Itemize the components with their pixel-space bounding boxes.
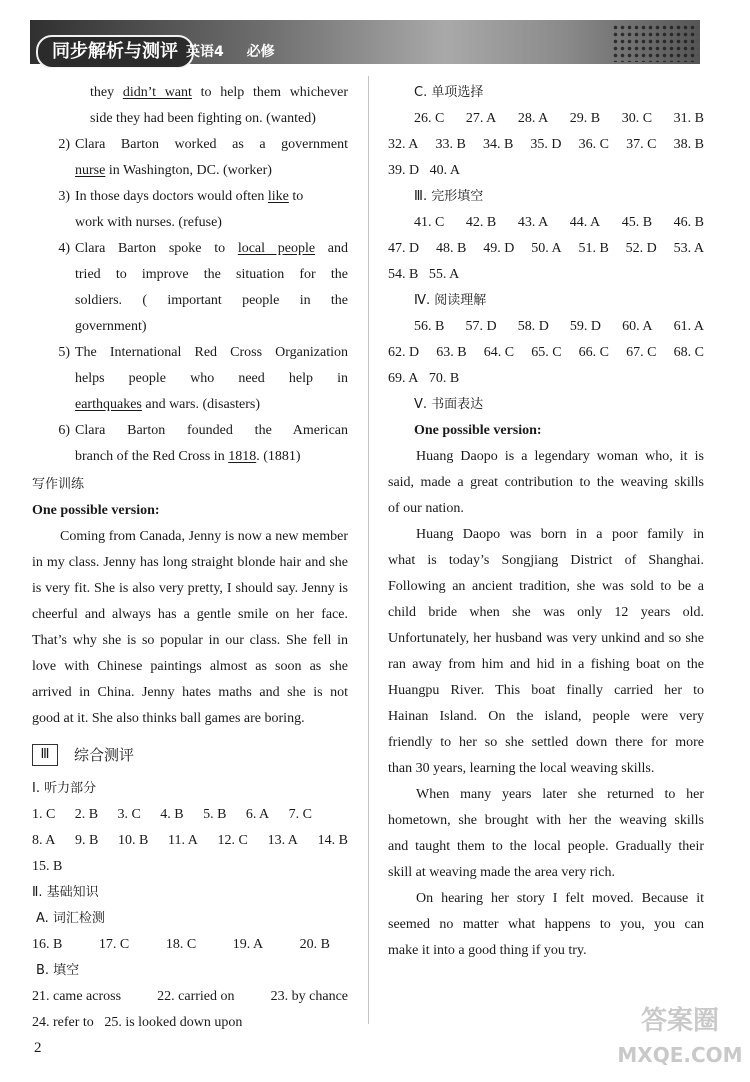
list-item: 6) Clara Barton founded the American branch of the Red Cross in 1818. (1881) bbox=[58, 423, 348, 464]
header-subtitle bbox=[186, 41, 293, 61]
series-title: 同步解析与测评 bbox=[36, 35, 194, 68]
answer-row: 54. B 55. A bbox=[388, 267, 460, 282]
answer-row: 16. B 17. C 18. C 19. A 20. B bbox=[32, 937, 330, 952]
left-column bbox=[32, 80, 348, 1036]
part-heading: Ⅱ. 基础知识 bbox=[32, 885, 99, 900]
answer-row: 8. A 9. B 10. B 11. A 12. C 13. A 14. B bbox=[32, 833, 348, 848]
answer-underline: 1818 bbox=[228, 449, 257, 464]
part-heading: C. 单项选择 bbox=[414, 85, 484, 100]
part-heading: Ⅰ. 听力部分 bbox=[32, 781, 97, 796]
essay-paragraph: On hearing her story I felt moved. Because it seemed no matter what happens to you, you can make it into a good thing if you try. bbox=[388, 891, 704, 958]
writing-heading: 写作训练 bbox=[32, 477, 85, 492]
answer-row: 47. D 48. B 49. D 50. A 51. B 52. D 53. A bbox=[388, 241, 704, 256]
watermark-logo: 答案圈 MXQE.COM bbox=[617, 1006, 743, 1067]
header-dot-pattern bbox=[612, 24, 698, 62]
answer-row: 62. D 63. B 64. C 65. C 66. C 67. C 68. C bbox=[388, 345, 704, 360]
answer-row: 39. D 40. A bbox=[388, 163, 460, 178]
answer-underline: local people bbox=[237, 241, 316, 256]
writing-version-label: One possible version: bbox=[32, 503, 160, 518]
continuation-block: they didn’t want to help them whichever side they had been fighting on. (wanted) bbox=[90, 85, 349, 126]
module-label: 必修 bbox=[246, 44, 275, 60]
sub-heading: A. 词汇检测 bbox=[36, 911, 105, 926]
sub-heading: B. 填空 bbox=[36, 963, 80, 978]
essay-paragraph: Huang Daopo was born in a poor family in what is today’s Songjiang District of Shanghai. Following an ancient tradition, she was sold to be a child bride when she was only 12 years old. Unfortunately, her husband was very unkind and so she ran away from him and hid in a fishing boat on the Huangpu River. This boat finally carried her to Hainan Island. On the island, people were very friendly to her so she settled down there for more than 30 years, learning the local weaving skills. bbox=[388, 527, 704, 776]
writing-text: Coming from Canada, Jenny is now a new member in my class. Jenny has long straight blonde hair and she is very fit. She is also very pretty, I should say. Jenny is cheerful and always has a gentle smile on her face. That’s why she is so popular in our class. She fell in love with Chinese paintings almost as soon as she arrived in China. Jenny hates maths and she is not good at it. She also thinks ball games are boring. bbox=[32, 529, 348, 726]
answer-row: 32. A 33. B 34. B 35. D 36. C 37. C 38. B bbox=[388, 137, 704, 152]
part-heading: Ⅴ. 书面表达 bbox=[414, 397, 484, 412]
page-number: 2 bbox=[34, 1040, 42, 1056]
essay-paragraph: Huang Daopo is a legendary woman who, it is said, made a great contribution to the weaving skills of our nation. bbox=[388, 449, 704, 516]
list-item: 4) Clara Barton spoke to local people and tried to improve the situation for the soldiers. ( important people in the government) bbox=[58, 241, 349, 334]
answer-underline: nurse bbox=[75, 163, 106, 178]
answer-row: 15. B bbox=[32, 859, 63, 874]
subject-label: 英语4 bbox=[186, 44, 224, 60]
answer-underline: didn’t want bbox=[122, 85, 192, 100]
section-title: 综合测评 bbox=[74, 746, 135, 764]
answer-underline: like bbox=[267, 189, 289, 204]
writing-version-label: One possible version: bbox=[414, 423, 542, 438]
answer-row: 24. refer to 25. is looked down upon bbox=[32, 1015, 243, 1030]
answer-underline: earthquakes bbox=[75, 397, 142, 412]
column-divider bbox=[368, 76, 369, 1024]
section-number-box: Ⅲ bbox=[32, 744, 58, 766]
answer-row: 41. C 42. B 43. A 44. A 45. B 46. B bbox=[414, 215, 704, 230]
page-header bbox=[0, 0, 750, 68]
answer-row: 1. C 2. B 3. C 4. B 5. B 6. A 7. C bbox=[32, 807, 312, 822]
answer-row: 69. A 70. B bbox=[388, 371, 460, 386]
list-item: 5) The International Red Cross Organization helps people who need help in earthquakes and wars. (disasters) bbox=[58, 345, 348, 412]
answer-row: 56. B 57. D 58. D 59. D 60. A 61. A bbox=[414, 319, 704, 334]
part-heading: Ⅳ. 阅读理解 bbox=[414, 293, 487, 308]
part-heading: Ⅲ. 完形填空 bbox=[414, 189, 484, 204]
list-item: 2) Clara Barton worked as a government nurse in Washington, DC. (worker) bbox=[58, 137, 348, 178]
right-column bbox=[388, 80, 704, 964]
answer-row: 21. came across 22. carried on 23. by chance bbox=[32, 989, 348, 1004]
answer-row: 26. C 27. A 28. A 29. B 30. C 31. B bbox=[414, 111, 704, 126]
section-header bbox=[32, 742, 348, 768]
essay-paragraph: When many years later she returned to her hometown, she brought with her the weaving skills and taught them to the local people. Gradually their skill at weaving made the area very rich. bbox=[388, 787, 704, 880]
list-item: 3) In those days doctors would often like to work with nurses. (refuse) bbox=[58, 189, 304, 230]
